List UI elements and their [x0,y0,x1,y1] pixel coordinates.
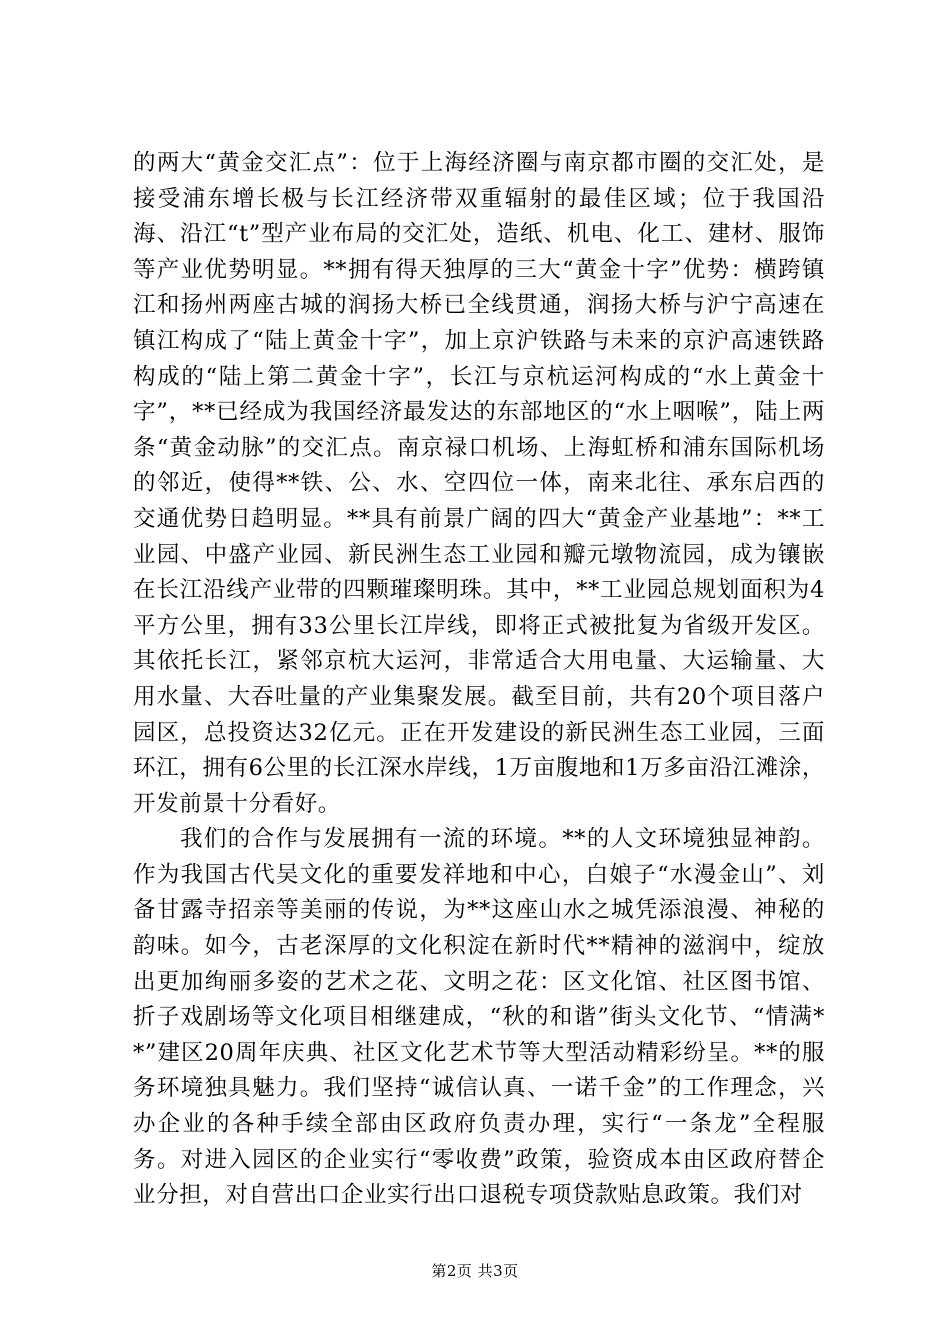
body-paragraph-environment: 我们的合作与发展拥有一流的环境。**的人文环境独显神韵。作为我国古代吴文化的重要发祥地和中心，白娘子“水漫金山”、刘备甘露寺招亲等美丽的传说，为**这座山水之城凭添浪漫、神秘的韵味。如今，古老深厚的文化积淀在新时代**精神的滋润中，绽放出更加绚丽多姿的艺术之花、文明之花：区文化馆、社区图书馆、折子戏剧场等文化项目相继建成，“秋的和谐”街头文化节、“情满**”建区20周年庆典、社区文化艺术节等大型活动精彩纷呈。**的服务环境独具魅力。我们坚持“诚信认真、一诺千金”的工作理念，兴办企业的各种手续全部由区政府负责办理，实行“一条龙”全程服务。对进入园区的企业实行“零收费”政策，验资成本由区政府替企业分担，对自营出口企业实行出口退税专项贷款贴息政策。我们对 [133,826,825,1209]
page-number-footer: 第2页 共3页 [431,1262,519,1280]
document-body [133,146,825,1214]
body-paragraph-continued: 的两大“黄金交汇点”：位于上海经济圈与南京都市圈的交汇处，是接受浦东增长极与长江经济带双重辐射的最佳区域；位于我国沿海、沿江“t”型产业布局的交汇处，造纸、机电、化工、建材、服饰等产业优势明显。**拥有得天独厚的三大“黄金十字”优势：横跨镇江和扬州两座古城的润扬大桥已全线贯通，润扬大桥与沪宁高速在镇江构成了“陆上黄金十字”，加上京沪铁路与未来的京沪高速铁路构成的“陆上第二黄金十字”，长江与京杭运河构成的“水上黄金十字”，**已经成为我国经济最发达的东部地区的“水上咽喉”，陆上两条“黄金动脉”的交汇点。南京禄口机场、上海虹桥和浦东国际机场的邻近，使得**铁、公、水、空四位一体，南来北往、承东启西的交通优势日趋明显。**具有前景广阔的四大“黄金产业基地”：**工业园、中盛产业园、新民洲生态工业园和瓣元墩物流园，成为镶嵌在长江沿线产业带的四颗璀璨明珠。其中，**工业园总规划面积为4平方公里，拥有33公里长江岸线，即将正式被批复为省级开发区。其依托长江，紧邻京杭大运河，非常适合大用电量、大运输量、大用水量、大吞吐量的产业集聚发展。截至目前，共有20个项目落户园区，总投资达32亿元。正在开发建设的新民洲生态工业园，三面环江，拥有6公里的长江深水岸线，1万亩腹地和1万多亩沿江滩涂，开发前景十分看好。 [133,150,825,817]
